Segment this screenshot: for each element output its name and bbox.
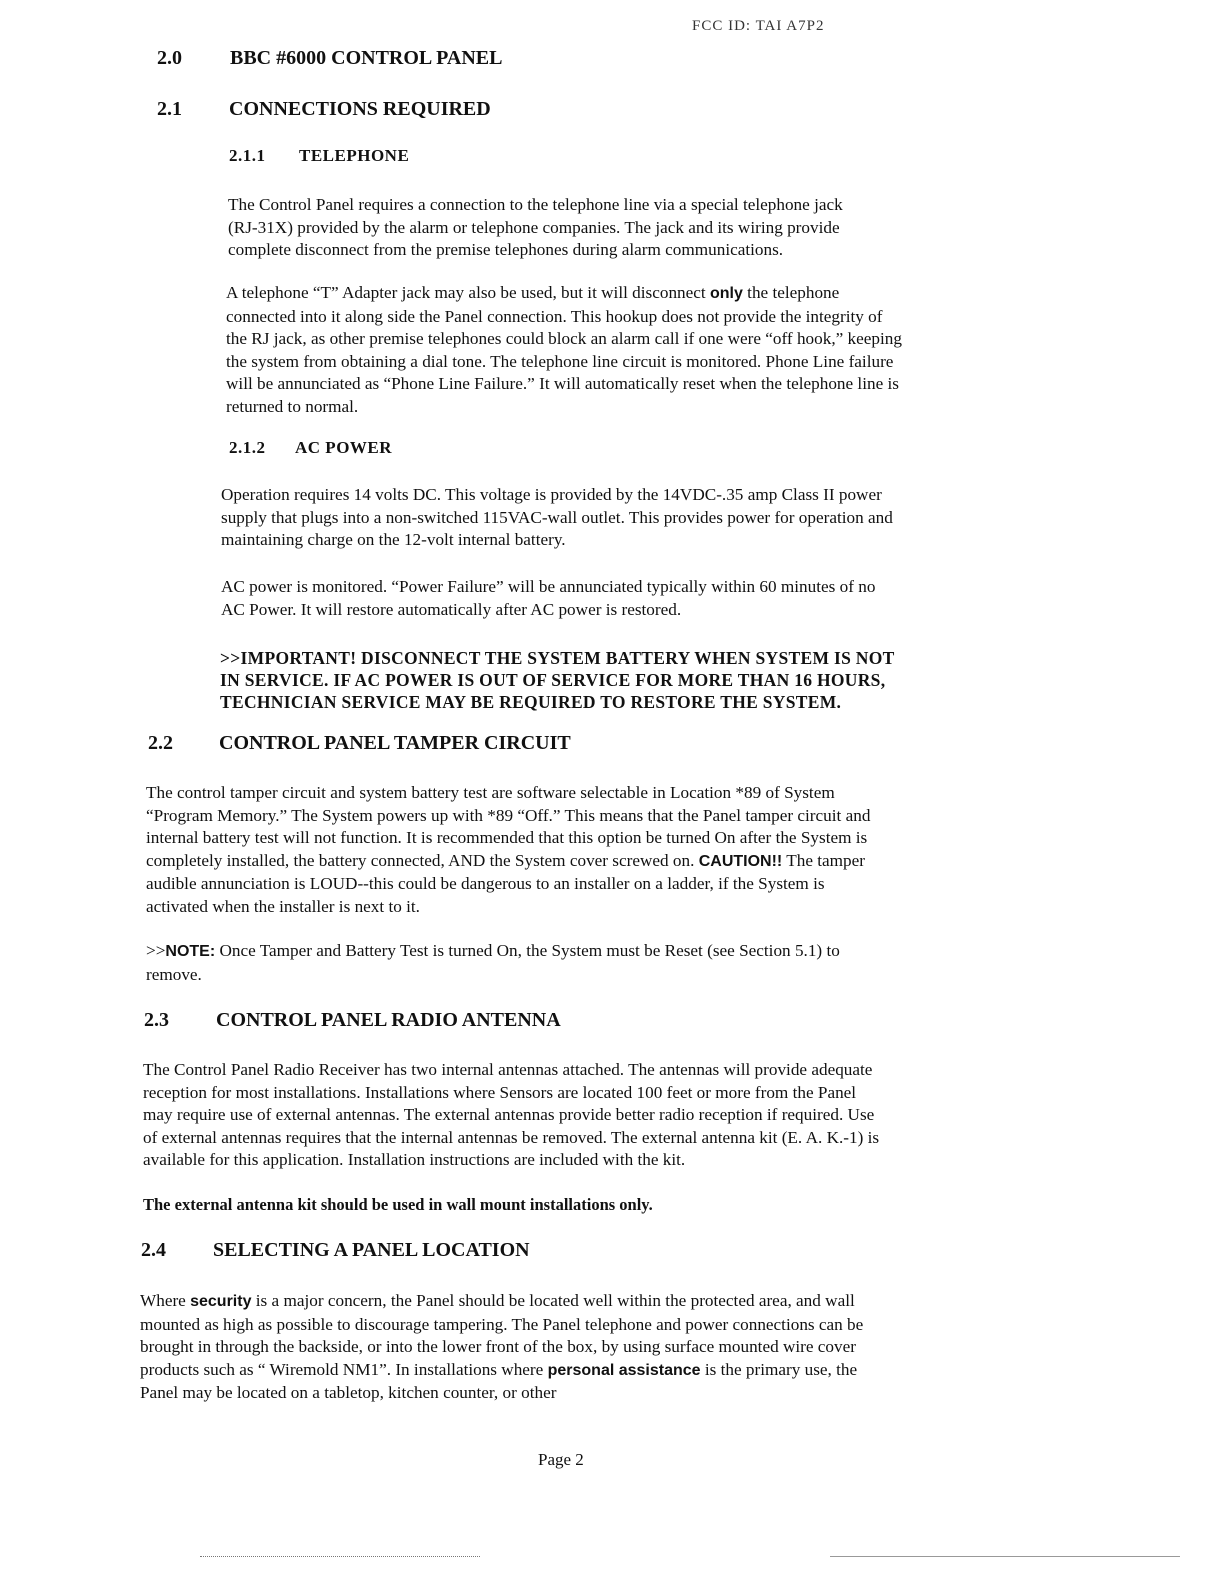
section-2-4-heading: [141, 1239, 530, 1262]
section-number: 2.1.1: [229, 146, 266, 165]
tamper-paragraph: The control tamper circuit and system battery test are software selectable in Location *89 of System “Program Memory.” The System powers up with *89 “Off.” This means that the Panel tamper circuit and internal battery test will not function. It is recommended that this option be turned On after the System is completely installed, the battery connected, AND the System cover screwed on. CAUTION!! The tamper audible annunciation is LOUD--this could be dangerous to an installer on a ladder, if the System is activated when the installer is next to it.: [146, 783, 871, 916]
section-number: 2.1.2: [229, 438, 266, 457]
section-2-0-heading: [157, 47, 503, 70]
tamper-note: >>NOTE: Once Tamper and Battery Test is turned On, the System must be Reset (see Section 5.1) to remove.: [146, 941, 840, 984]
section-title: CONNECTIONS REQUIRED: [229, 98, 491, 120]
section-number: 2.0: [157, 47, 182, 69]
page-number: Page 2: [538, 1450, 584, 1469]
subsection-2-1-1-heading: [229, 146, 410, 166]
fcc-id: FCC ID: TAI A7P2: [692, 18, 825, 34]
antenna-bold-note: The external antenna kit should be used in wall mount installations only.: [143, 1195, 653, 1214]
section-number: 2.4: [141, 1239, 166, 1261]
section-title: CONTROL PANEL TAMPER CIRCUIT: [219, 732, 571, 754]
scan-artifact-line: [200, 1556, 480, 1558]
section-title: TELEPHONE: [299, 146, 410, 165]
antenna-paragraph: The Control Panel Radio Receiver has two internal antennas attached. The antennas will provide adequate reception for most installations. Installations where Sensors are located 100 feet or more from the Panel may require use of external antennas. The external antennas provide better radio reception if required. Use of external antennas requires that the internal antennas be removed. The external antenna kit (E. A. K.-1) is available for this application. Installation instructions are included with the kit.: [143, 1060, 880, 1170]
telephone-paragraph-1: The Control Panel requires a connection to the telephone line via a special telephone jack (RJ-31X) provided by the alarm or telephone companies. The jack and its wiring provide complete disconnect from the premise telephones during alarm communications.: [228, 195, 843, 260]
ac-power-paragraph-1: Operation requires 14 volts DC. This voltage is provided by the 14VDC-.35 amp Class II power supply that plugs into a non-switched 115VAC-wall outlet. This provides power for operation and maintaining charge on the 12-volt internal battery.: [221, 485, 893, 550]
scan-artifact-line: [830, 1556, 1180, 1558]
section-2-1-heading: [157, 98, 491, 121]
section-title: SELECTING A PANEL LOCATION: [213, 1239, 530, 1261]
section-number: 2.2: [148, 732, 173, 754]
section-number: 2.1: [157, 98, 182, 120]
section-title: AC POWER: [295, 438, 393, 457]
section-title: BBC #6000 CONTROL PANEL: [230, 47, 503, 69]
subsection-2-1-2-heading: [229, 438, 393, 458]
section-2-3-heading: [144, 1009, 561, 1032]
ac-power-paragraph-2: AC power is monitored. “Power Failure” will be annunciated typically within 60 minutes of no AC Power. It will restore automatically after AC power is restored.: [221, 577, 876, 619]
section-number: 2.3: [144, 1009, 169, 1031]
section-2-2-heading: [148, 732, 571, 755]
panel-location-paragraph: Where security is a major concern, the Panel should be located well within the protected area, and wall mounted as high as possible to discourage tampering. The Panel telephone and power connections can be brought in through the backside, or into the lower front of the box, by using surface mounted wire cover products such as “ Wiremold NM1”. In installations where personal assistance is the primary use, the Panel may be located on a tabletop, kitchen counter, or other: [140, 1291, 864, 1403]
section-title: CONTROL PANEL RADIO ANTENNA: [216, 1009, 561, 1031]
telephone-paragraph-2: A telephone “T” Adapter jack may also be used, but it will disconnect only the telephone connected into it along side the Panel connection. This hookup does not provide the integrity of the RJ jack, as other premise telephones could block an alarm call if one were “off hook,” keeping the system from obtaining a dial tone. The telephone line circuit is monitored. Phone Line failure will be annunciated as “Phone Line Failure.” It will automatically reset when the telephone line is returned to normal.: [226, 283, 902, 416]
important-warning: >>IMPORTANT! DISCONNECT THE SYSTEM BATTERY WHEN SYSTEM IS NOT IN SERVICE. IF AC POWER IS OUT OF SERVICE FOR MORE THAN 16 HOURS, TECHNICIAN SERVICE MAY BE REQUIRED TO RESTORE THE SYSTEM.: [220, 648, 895, 712]
